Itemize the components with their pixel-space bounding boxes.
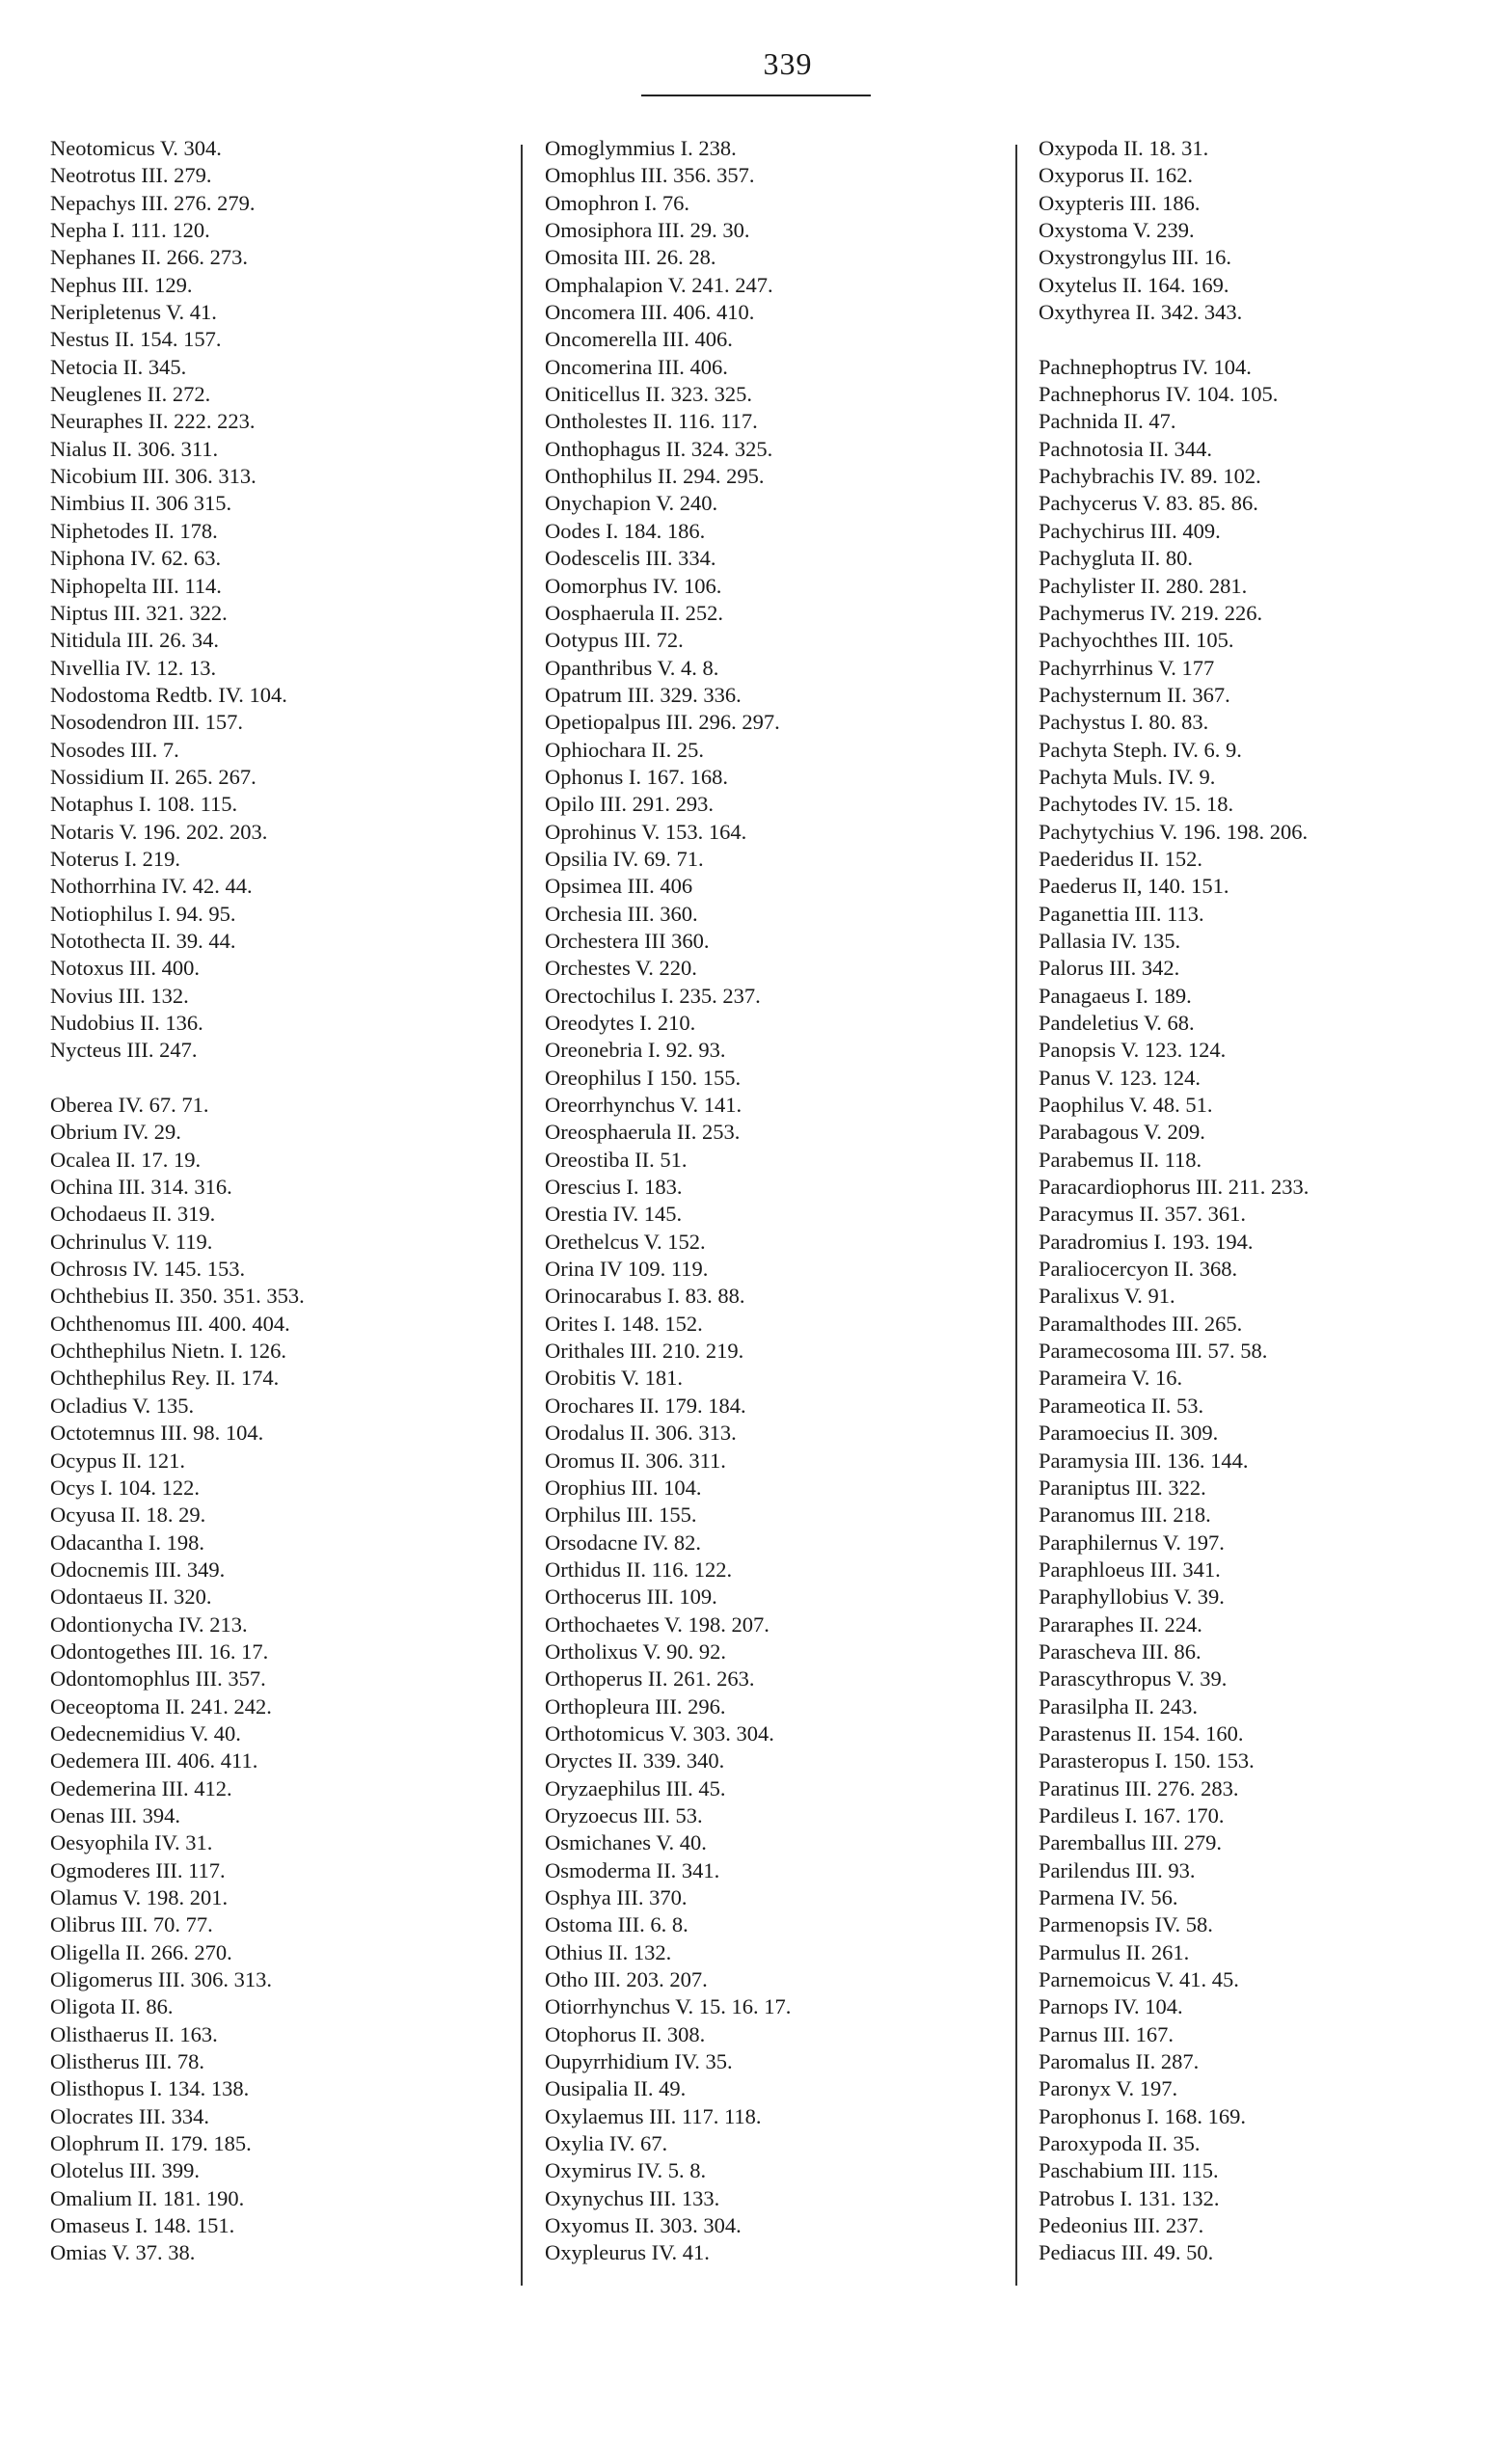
index-entry: Nestus II. 154. 157. [50,327,222,352]
index-entry: Olisthaerus II. 163. [50,2021,218,2046]
index-entry: Oligota II. 86. [50,1994,174,2019]
index-entry: Oberea IV. 67. 71. [50,1093,209,1118]
index-entry: Orectochilus I. 235. 237. [545,983,761,1008]
index-entry: Notiophilus I. 94. 95. [50,901,236,926]
index-entry: Onthophilus II. 294. 295. [545,464,765,489]
index-entry: Parabemus II. 118. [1039,1147,1202,1172]
index-entry: Oeceoptoma II. 241. 242. [50,1693,272,1719]
index-entry: Osphya III. 370. [545,1885,688,1909]
index-entry: Ochrosıs IV. 145. 153. [50,1257,246,1282]
index-entry: Paraphilernus V. 197. [1039,1530,1225,1555]
index-entry: Orobitis V. 181. [545,1366,683,1391]
index-entry: Orthoperus II. 261. 263. [545,1666,755,1692]
index-entry: Oxyomus II. 303. 304. [545,2213,742,2238]
index-entry: Ocyusa II. 18. 29. [50,1503,206,1528]
index-entry: Parasilpha II. 243. [1039,1693,1198,1719]
index-entry: Niptus III. 321. 322. [50,600,228,625]
section-gap [50,1065,503,1092]
index-entry: Parascheva III. 86. [1039,1638,1202,1664]
index-entry: Nepachys III. 276. 279. [50,190,256,215]
index-entry: Ochrinulus V. 119. [50,1229,213,1254]
index-entry: Opilo III. 291. 293. [545,792,714,817]
index-entry: Oligella II. 266. 270. [50,1939,232,1964]
column-divider-2 [1015,145,1017,2286]
index-entry: Olibrus III. 70. 77. [50,1912,213,1937]
index-entry: Oxytelus II. 164. 169. [1039,272,1229,297]
index-entry: Ootypus III. 72. [545,628,684,653]
index-entry: Oxypleurus IV. 41. [545,2240,710,2265]
index-entry: Nothorrhina IV. 42. 44. [50,874,253,899]
index-entry: Oreostiba II. 51. [545,1147,688,1172]
index-entry: Nodostoma Redtb. IV. 104. [50,682,287,707]
index-entry: Ogmoderes III. 117. [50,1857,226,1882]
index-entry: Olisthopus I. 134. 138. [50,2076,250,2101]
index-entry: Ochthenomus III. 400. 404. [50,1311,290,1336]
index-entry: Oxystoma V. 239. [1039,218,1195,243]
index-entry: Paracardiophorus III. 211. 233. [1039,1175,1310,1200]
index-entry: Ousipalia II. 49. [545,2076,687,2101]
index-entry: Nosodes III. 7. [50,737,179,762]
index-entry: Opanthribus V. 4. 8. [545,655,719,680]
index-entry: Oesyophila IV. 31. [50,1830,213,1855]
index-entry: Notothecta II. 39. 44. [50,928,236,953]
index-entry: Ochthebius II. 350. 351. 353. [50,1284,305,1309]
index-entry: Parastenus II. 154. 160. [1039,1720,1244,1746]
index-entry: Paroxypoda II. 35. [1039,2131,1201,2156]
index-entry: Oomorphus IV. 106. [545,573,722,598]
index-entry: Orsodacne IV. 82. [545,1530,702,1555]
index-entry: Opsilia IV. 69. 71. [545,846,704,871]
index-entry: Nicobium III. 306. 313. [50,464,256,489]
index-entry: Paremballus III. 279. [1039,1830,1222,1855]
index-entry: Neuglenes II. 272. [50,382,211,407]
index-entry: Pachnephoptrus IV. 104. [1039,354,1252,379]
index-entry: Parnops IV. 104. [1039,1994,1183,2019]
index-entry: Omias V. 37. 38. [50,2240,196,2265]
index-entry: Pachnida II. 47. [1039,409,1176,434]
index-entry: Oniticellus II. 323. 325. [545,382,752,407]
index-entry: Parameira V. 16. [1039,1366,1183,1391]
index-entry: Oryzoecus III. 53. [545,1802,703,1828]
index-entry: Ochodaeus II. 319. [50,1202,216,1227]
index-entry: Orodalus II. 306. 313. [545,1421,737,1446]
index-entry: Oncomera III. 406. 410. [545,300,755,325]
index-entry: Ochthephilus Rey. II. 174. [50,1366,280,1391]
index-entry: Paranomus III. 218. [1039,1503,1211,1528]
index-entry: Omophron I. 76. [545,190,689,215]
index-entry: Oxymirus IV. 5. 8. [545,2158,707,2183]
index-entry: Oryctes II. 339. 340. [545,1748,725,1774]
index-entry: Oreonebria I. 92. 93. [545,1038,726,1063]
index-entry: Omophlus III. 356. 357. [545,163,755,188]
index-entry: Omosita III. 26. 28. [545,245,716,270]
index-entry: Osmichanes V. 40. [545,1830,707,1855]
index-entry: Oprohinus V. 153. 164. [545,819,747,844]
index-entry: Orthocerus III. 109. [545,1584,717,1610]
index-entry: Parnemoicus V. 41. 45. [1039,1967,1239,1992]
index-entry: Parmena IV. 56. [1039,1885,1178,1909]
index-entry: Orochares II. 179. 184. [545,1393,746,1418]
index-entry: Neotrotus III. 279. [50,163,212,188]
index-entry: Notaris V. 196. 202. 203. [50,819,268,844]
index-entry: Onthophagus II. 324. 325. [545,436,773,461]
index-entry: Odontogethes III. 16. 17. [50,1638,269,1664]
index-entry: Parasteropus I. 150. 153. [1039,1748,1255,1774]
index-entry: Neuraphes II. 222. 223. [50,409,256,434]
index-entry: Olistherus III. 78. [50,2049,204,2074]
index-entry: Neotomicus V. 304. [50,136,222,160]
index-entry: Pallasia IV. 135. [1039,928,1181,953]
index-entry: Pachystus I. 80. 83. [1039,710,1209,735]
index-entry: Odacantha I. 198. [50,1530,204,1555]
index-entry: Pachysternum II. 367. [1039,682,1230,707]
index-entry: Orthopleura III. 296. [545,1693,726,1719]
index-entry: Parophonus I. 168. 169. [1039,2103,1246,2128]
index-column-1 [50,135,503,2267]
index-entry: Ortholixus V. 90. 92. [545,1638,726,1664]
index-entry: Nephus III. 129. [50,272,193,297]
index-entry: Pararaphes II. 224. [1039,1611,1202,1637]
index-entry: Paratinus III. 276. 283. [1039,1775,1239,1801]
index-entry: Paracymus II. 357. 361. [1039,1202,1246,1227]
index-entry: Parilendus III. 93. [1039,1857,1196,1882]
index-entry: Othius II. 132. [545,1939,672,1964]
index-entry: Orthotomicus V. 303. 304. [545,1720,774,1746]
index-entry: Oxyporus II. 162. [1039,163,1193,188]
index-entry: Osmoderma II. 341. [545,1857,720,1882]
index-entry: Paramecosoma III. 57. 58. [1039,1339,1268,1364]
index-entry: Oxylia IV. 67. [545,2131,668,2156]
index-column-3 [1039,135,1492,2267]
index-entry: Oupyrrhidium IV. 35. [545,2049,733,2074]
index-entry: Oodescelis III. 334. [545,546,716,571]
index-entry: Nitidula III. 26. 34. [50,628,219,653]
index-entry: Panus V. 123. 124. [1039,1065,1201,1090]
index-entry: Orinocarabus I. 83. 88. [545,1284,745,1309]
index-entry: Nycteus III. 247. [50,1038,198,1063]
index-entry: Orthidus II. 116. 122. [545,1557,733,1582]
index-entry: Omaseus I. 148. 151. [50,2213,235,2238]
index-entry: Paschabium III. 115. [1039,2158,1219,2183]
index-entry: Panopsis V. 123. 124. [1039,1038,1227,1063]
index-entry: Orchestes V. 220. [545,956,697,981]
index-entry: Pachylister II. 280. 281. [1039,573,1248,598]
index-entry: Nepha I. 111. 120. [50,218,210,243]
index-entry: Oxythyrea II. 342. 343. [1039,300,1243,325]
index-entry: Niphona IV. 62. 63. [50,546,222,571]
index-entry: Ochthephilus Nietn. I. 126. [50,1339,286,1364]
index-entry: Paederus II, 140. 151. [1039,874,1229,899]
index-entry: Ocladius V. 135. [50,1393,195,1418]
index-entry: Oxystrongylus III. 16. [1039,245,1231,270]
index-entry: Pachyta Muls. IV. 9. [1039,764,1216,789]
index-entry: Oxypteris III. 186. [1039,190,1201,215]
index-entry: Nosodendron III. 157. [50,710,243,735]
index-entry: Oryzaephilus III. 45. [545,1775,726,1801]
index-entry: Otiorrhynchus V. 15. 16. 17. [545,1994,792,2019]
index-entry: Patrobus I. 131. 132. [1039,2185,1220,2210]
index-entry: Octotemnus III. 98. 104. [50,1421,264,1446]
index-entry: Orestia IV. 145. [545,1202,683,1227]
index-entry: Pachybrachis IV. 89. 102. [1039,464,1261,489]
index-entry: Paraliocercyon II. 368. [1039,1257,1238,1282]
index-entry: Paganettia III. 113. [1039,901,1204,926]
index-entry: Nıvellia IV. 12. 13. [50,655,217,680]
index-entry: Paederidus II. 152. [1039,846,1202,871]
index-entry: Oxylaemus III. 117. 118. [545,2103,762,2128]
index-entry: Odontomophlus III. 357. [50,1666,266,1692]
index-entry: Paramalthodes III. 265. [1039,1311,1243,1336]
index-entry: Ostoma III. 6. 8. [545,1912,688,1937]
index-entry: Oreodytes I. 210. [545,1011,696,1035]
index-entry: Paramysia III. 136. 144. [1039,1448,1249,1473]
index-entry: Odocnemis III. 349. [50,1557,226,1582]
index-entry: Olotelus III. 399. [50,2158,200,2183]
index-entry: Pachnotosia II. 344. [1039,436,1212,461]
index-entry: Oodes I. 184. 186. [545,518,706,543]
index-entry: Paralixus V. 91. [1039,1284,1175,1309]
index-entry: Opsimea III. 406 [545,874,693,899]
index-entry: Parnus III. 167. [1039,2021,1174,2046]
index-entry: Notaphus I. 108. 115. [50,792,238,817]
index-entry: Nudobius II. 136. [50,1011,203,1035]
index-entry: Paromalus II. 287. [1039,2049,1200,2074]
index-entry: Orchestera III 360. [545,928,710,953]
index-entry: Parmenopsis IV. 58. [1039,1912,1213,1937]
index-entry: Pachymerus IV. 219. 226. [1039,600,1263,625]
section-gap [1039,326,1492,353]
index-entry: Nephanes II. 266. 273. [50,245,248,270]
index-entry: Ocalea II. 17. 19. [50,1147,202,1172]
index-entry: Pachytychius V. 196. 198. 206. [1039,819,1309,844]
index-entry: Palorus III. 342. [1039,956,1180,981]
index-entry: Pachyrrhinus V. 177 [1039,655,1215,680]
index-entry: Parascythropus V. 39. [1039,1666,1228,1692]
index-entry: Paraphloeus III. 341. [1039,1557,1221,1582]
index-entry: Parameotica II. 53. [1039,1393,1204,1418]
index-entry: Oligomerus III. 306. 313. [50,1967,272,1992]
index-entry: Orethelcus V. 152. [545,1229,706,1254]
index-entry: Oedemera III. 406. 411. [50,1748,258,1774]
index-entry: Obrium IV. 29. [50,1120,181,1145]
index-entry: Orites I. 148. 152. [545,1311,703,1336]
index-entry: Orithales III. 210. 219. [545,1339,744,1364]
index-entry: Omoglymmius I. 238. [545,136,737,160]
index-entry: Oncomerella III. 406. [545,327,733,352]
index-entry: Niphopelta III. 114. [50,573,222,598]
index-entry: Netocia II. 345. [50,354,187,379]
index-entry: Paophilus V. 48. 51. [1039,1093,1213,1118]
page-number: 339 [763,46,813,81]
index-entry: Onychapion V. 240. [545,491,718,516]
index-entry: Ocys I. 104. 122. [50,1475,200,1500]
index-entry: Oosphaerula II. 252. [545,600,723,625]
index-entry: Parmulus II. 261. [1039,1939,1190,1964]
index-entry: Omosiphora III. 29. 30. [545,218,750,243]
index-entry: Paraphyllobius V. 39. [1039,1584,1225,1610]
index-entry: Pachyta Steph. IV. 6. 9. [1039,737,1242,762]
index-entry: Noterus I. 219. [50,846,180,871]
header-rule [641,95,871,96]
index-entry: Paronyx V. 197. [1039,2076,1178,2101]
index-entry: Ocypus II. 121. [50,1448,185,1473]
index-entry: Omalium II. 181. 190. [50,2185,245,2210]
index-entry: Notoxus III. 400. [50,956,200,981]
index-entry: Orthochaetes V. 198. 207. [545,1611,770,1637]
index-entry: Orphilus III. 155. [545,1503,697,1528]
index-entry: Ochina III. 314. 316. [50,1175,232,1200]
index-entry: Paradromius I. 193. 194. [1039,1229,1254,1254]
index-entry: Oreosphaerula II. 253. [545,1120,741,1145]
index-entry: Oxynychus III. 133. [545,2185,720,2210]
index-entry: Pediacus III. 49. 50. [1039,2240,1214,2265]
index-entry: Panagaeus I. 189. [1039,983,1192,1008]
index-entry: Ophiochara II. 25. [545,737,704,762]
index-entry: Olophrum II. 179. 185. [50,2131,252,2156]
index-entry: Opatrum III. 329. 336. [545,682,742,707]
index-entry: Orchesia III. 360. [545,901,698,926]
index-entry: Oromus II. 306. 311. [545,1448,726,1473]
index-entry: Nialus II. 306. 311. [50,436,219,461]
index-entry: Oncomerina III. 406. [545,354,728,379]
index-column-2 [545,135,998,2267]
index-entry: Nimbius II. 306 315. [50,491,232,516]
index-entry: Nossidium II. 265. 267. [50,764,256,789]
index-entry: Odontionycha IV. 213. [50,1611,248,1637]
index-entry: Paraniptus III. 322. [1039,1475,1206,1500]
index-entry: Opetiopalpus III. 296. 297. [545,710,780,735]
index-entry: Pachycerus V. 83. 85. 86. [1039,491,1258,516]
index-entry: Orescius I. 183. [545,1175,683,1200]
index-entry: Oreorrhynchus V. 141. [545,1093,742,1118]
index-entry: Ophonus I. 167. 168. [545,764,728,789]
index-entry: Pachygluta II. 80. [1039,546,1193,571]
index-entry: Otophorus II. 308. [545,2021,706,2046]
index-entry: Oenas III. 394. [50,1802,180,1828]
index-entry: Oxypoda II. 18. 31. [1039,136,1209,160]
index-entry: Oedemerina III. 412. [50,1775,232,1801]
index-entry: Pedeonius III. 237. [1039,2213,1204,2238]
index-entry: Pandeletius V. 68. [1039,1011,1195,1035]
index-entry: Olamus V. 198. 201. [50,1885,229,1909]
index-entry: Ontholestes II. 116. 117. [545,409,758,434]
index-entry: Olocrates III. 334. [50,2103,209,2128]
index-entry: Neripletenus V. 41. [50,300,217,325]
index-entry: Pachytodes IV. 15. 18. [1039,792,1234,817]
index-entry: Pachyochthes III. 105. [1039,628,1234,653]
index-entry: Parabagous V. 209. [1039,1120,1205,1145]
index-entry: Pardileus I. 167. 170. [1039,1802,1225,1828]
index-entry: Odontaeus II. 320. [50,1584,212,1610]
index-entry: Niphetodes II. 178. [50,518,218,543]
index-entry: Orophius III. 104. [545,1475,702,1500]
index-entry: Orina IV 109. 119. [545,1257,709,1282]
index-entry: Novius III. 132. [50,983,189,1008]
index-entry: Pachnephorus IV. 104. 105. [1039,382,1279,407]
index-entry: Oreophilus I 150. 155. [545,1065,742,1090]
index-entry: Oedecnemidius V. 40. [50,1720,241,1746]
index-entry: Pachychirus III. 409. [1039,518,1221,543]
index-entry: Otho III. 203. 207. [545,1967,708,1992]
column-divider-1 [521,145,523,2286]
index-entry: Paramoecius II. 309. [1039,1421,1219,1446]
index-entry: Omphalapion V. 241. 247. [545,272,773,297]
